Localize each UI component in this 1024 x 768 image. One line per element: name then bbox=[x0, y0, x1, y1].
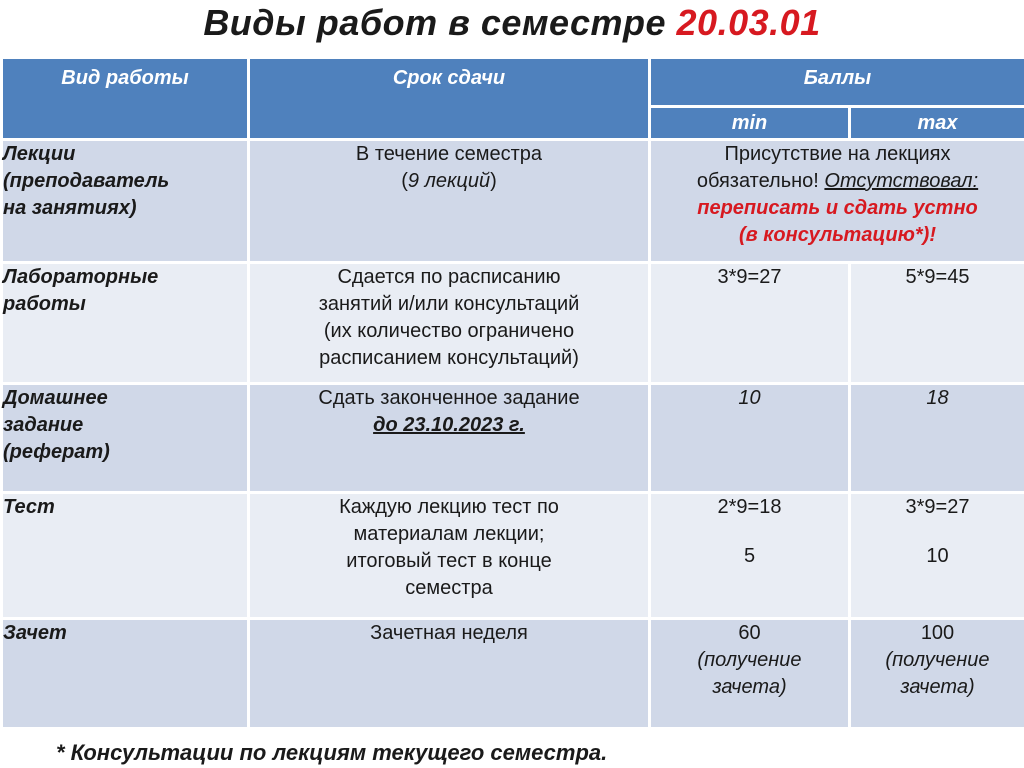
min-value: 60 bbox=[651, 620, 848, 647]
points-line: обязательно! Отсутствовал: bbox=[651, 168, 1024, 195]
max-note: (получение bbox=[851, 647, 1024, 674]
label-line: (преподаватель bbox=[3, 168, 247, 195]
max-cell: 5*9=45 bbox=[850, 263, 1024, 384]
deadline-line: занятий и/или консультаций bbox=[250, 291, 648, 318]
deadline-cell bbox=[249, 263, 650, 384]
min-note: зачета) bbox=[651, 674, 848, 701]
label-line: (реферат) bbox=[3, 439, 247, 466]
max-cell bbox=[850, 493, 1024, 619]
title-text: Виды работ в семестре bbox=[203, 2, 676, 43]
max-value: 10 bbox=[851, 543, 1024, 570]
row-label bbox=[2, 384, 249, 493]
min-value: 5 bbox=[651, 543, 848, 570]
points-line: Присутствие на лекциях bbox=[651, 141, 1024, 168]
header-type: Вид работы bbox=[2, 58, 249, 140]
row-label bbox=[2, 140, 249, 263]
deadline-line: (их количество ограничено bbox=[250, 318, 648, 345]
table-row-labs bbox=[2, 263, 1024, 384]
deadline-cell: Зачетная неделя bbox=[249, 619, 650, 729]
table-row-lectures bbox=[2, 140, 1024, 263]
label-line: Лекции bbox=[3, 141, 247, 168]
page-title bbox=[0, 0, 1024, 56]
deadline-line: материалам лекции; bbox=[250, 521, 648, 548]
deadline-line: Сдать законченное задание bbox=[250, 385, 648, 412]
work-types-table bbox=[0, 56, 1024, 730]
deadline-line: итоговый тест в конце bbox=[250, 548, 648, 575]
min-note: (получение bbox=[651, 647, 848, 674]
deadline-cell bbox=[249, 140, 650, 263]
min-value: 2*9=18 bbox=[651, 494, 848, 521]
deadline-line: В течение семестра bbox=[250, 141, 648, 168]
max-value: 3*9=27 bbox=[851, 494, 1024, 521]
label-line: Зачет bbox=[3, 620, 247, 647]
deadline-date: до 23.10.2023 г. bbox=[250, 412, 648, 439]
label-line: Домашнее bbox=[3, 385, 247, 412]
min-cell bbox=[650, 493, 850, 619]
header-deadline: Срок сдачи bbox=[249, 58, 650, 140]
header-max: max bbox=[850, 107, 1024, 140]
footnote: * Консультации по лекциям текущего семестра. bbox=[56, 738, 607, 768]
deadline-line: Сдается по расписанию bbox=[250, 264, 648, 291]
header-row bbox=[2, 58, 1024, 107]
deadline-cell bbox=[249, 493, 650, 619]
label-line: Тест bbox=[3, 494, 247, 521]
label-line: Лабораторные bbox=[3, 264, 247, 291]
points-cell bbox=[650, 140, 1024, 263]
title-code: 20.03.01 bbox=[677, 2, 821, 43]
header-min: min bbox=[650, 107, 850, 140]
deadline-cell bbox=[249, 384, 650, 493]
lecture-count: 9 лекций bbox=[408, 170, 490, 192]
max-cell bbox=[850, 619, 1024, 729]
row-label bbox=[2, 263, 249, 384]
points-warning: переписать и сдать устно bbox=[651, 195, 1024, 222]
label-line: работы bbox=[3, 291, 247, 318]
min-cell bbox=[650, 619, 850, 729]
label-line: задание bbox=[3, 412, 247, 439]
max-value: 100 bbox=[851, 620, 1024, 647]
max-cell: 18 bbox=[850, 384, 1024, 493]
deadline-line: Каждую лекцию тест по bbox=[250, 494, 648, 521]
absent-label: Отсутствовал: bbox=[824, 170, 978, 192]
deadline-line: расписанием консультаций) bbox=[250, 345, 648, 372]
row-label bbox=[2, 619, 249, 729]
row-label bbox=[2, 493, 249, 619]
table-row-credit bbox=[2, 619, 1024, 729]
table-row-test bbox=[2, 493, 1024, 619]
min-cell: 3*9=27 bbox=[650, 263, 850, 384]
label-line: на занятиях) bbox=[3, 195, 247, 222]
max-note: зачета) bbox=[851, 674, 1024, 701]
deadline-line: семестра bbox=[250, 575, 648, 602]
min-cell: 10 bbox=[650, 384, 850, 493]
header-points: Баллы bbox=[650, 58, 1024, 107]
deadline-line: (9 лекций) bbox=[250, 168, 648, 195]
points-warning: (в консультацию*)! bbox=[651, 222, 1024, 249]
table-row-homework bbox=[2, 384, 1024, 493]
